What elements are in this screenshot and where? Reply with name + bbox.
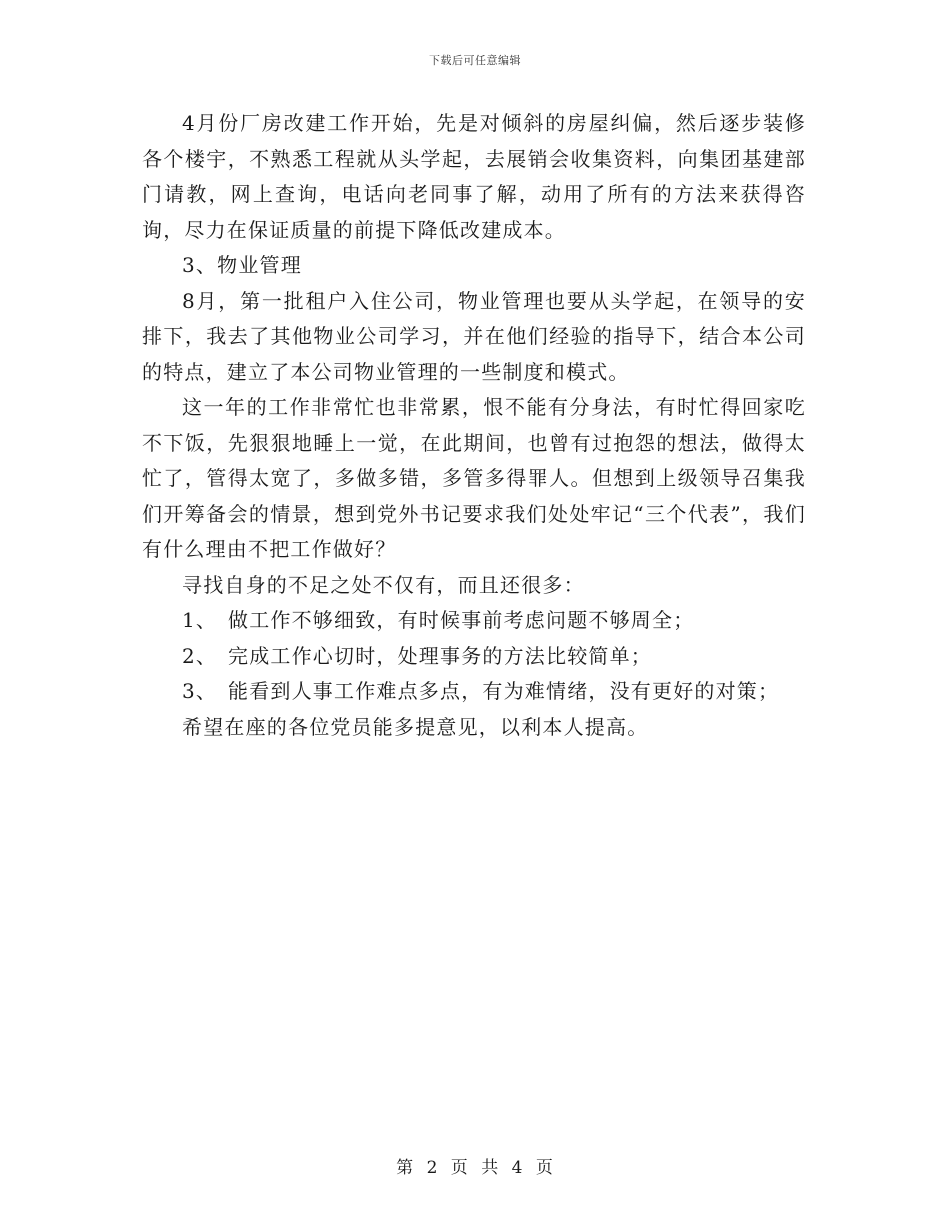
list-number: 2、	[182, 643, 218, 668]
list-item	[142, 639, 806, 675]
page-number-footer: 第 2 页 共 4 页	[396, 1158, 554, 1178]
paragraph-reflection: 这一年的工作非常忙也非常累，恨不能有分身法，有时忙得回家吃不下饭，先狠狠地睡上一觉，在此期间，也曾有过抱怨的想法，做得太忙了，管得太宽了，多做多错，多管多得罪人。但想到上级领导召集我们开筹备会的情景，想到党外书记要求我们处处牢记“三个代表”，我们有什么理由不把工作做好？	[142, 395, 806, 561]
header-note: 下载后可任意编辑	[429, 54, 521, 67]
list-item	[142, 674, 806, 710]
list-text: 能看到人事工作难点多点，有为难情绪，没有更好的对策；	[228, 679, 780, 703]
list-item	[142, 603, 806, 639]
section-heading-property: 3、物业管理	[182, 253, 302, 277]
paragraph-shortcomings-intro: 寻找自身的不足之处不仅有，而且还很多：	[182, 572, 585, 597]
list-text: 做工作不够细致，有时候事前考虑问题不够周全；	[228, 608, 695, 632]
paragraph-closing: 希望在座的各位党员能多提意见，以利本人提高。	[182, 714, 649, 739]
list-number: 3、	[182, 679, 218, 703]
document-body	[142, 106, 806, 745]
list-text: 完成工作心切时，处理事务的方法比较简单；	[228, 643, 652, 668]
paragraph-property: 8月，第一批租户入住公司，物业管理也要从头学起，在领导的安排下，我去了其他物业公司学习，并在他们经验的指导下，结合本公司的特点，建立了本公司物业管理的一些制度和模式。	[142, 288, 806, 384]
paragraph-renovation: 4月份厂房改建工作开始，先是对倾斜的房屋纠偏，然后逐步装修各个楼宇，不熟悉工程就从头学起，去展销会收集资料，向集团基建部门请教，网上查询，电话向老同事了解，动用了所有的方法来获得咨询，尽力在保证质量的前提下降低改建成本。	[142, 111, 806, 242]
list-number: 1、	[182, 608, 218, 632]
